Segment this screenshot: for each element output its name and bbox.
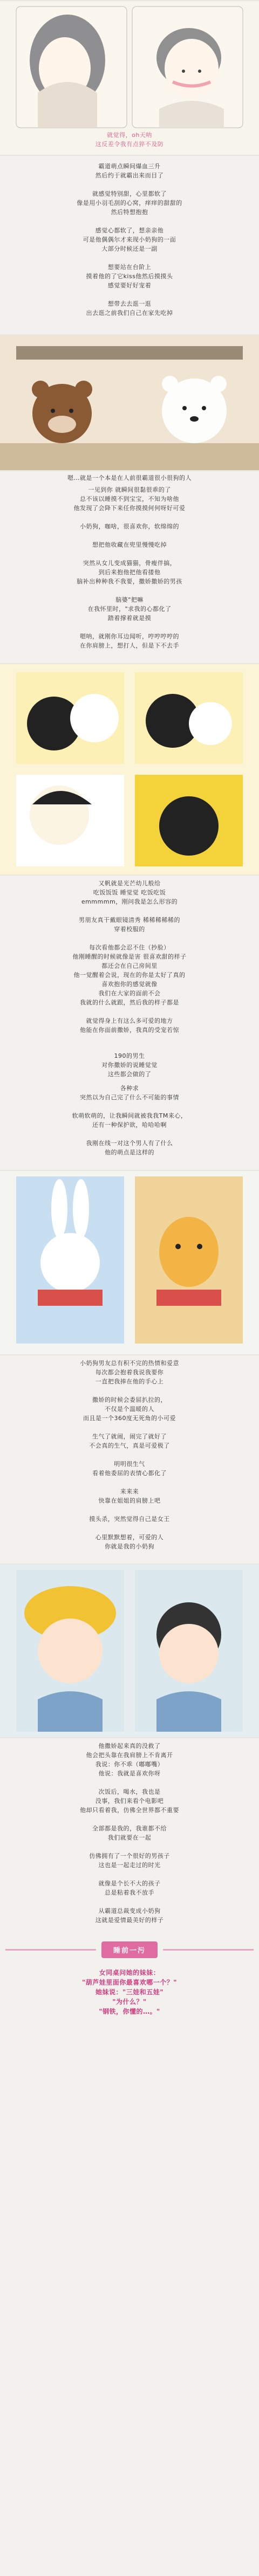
paragraph-line: 然后特想抱抱 bbox=[111, 209, 148, 216]
paragraph-line: 男朋友真干戴眼镜清秀 稀稀稀稀稀的 bbox=[79, 917, 180, 924]
paragraph-line: 他却只看着我，仿佛全世界都不重要 bbox=[80, 1807, 179, 1814]
paragraph-line: 想把他收藏在兜里慢慢吃掉 bbox=[92, 541, 167, 548]
paragraph-line: 心里默默想着，可爱的人 bbox=[95, 1534, 164, 1541]
paragraph-line: 这就是爱情最美好的样子 bbox=[95, 1917, 164, 1924]
paragraph-line bbox=[11, 1778, 248, 1787]
paragraph-line: 一直把我捧在他的手心上 bbox=[95, 1378, 164, 1385]
paragraph-line bbox=[11, 1897, 248, 1906]
paragraph-line bbox=[11, 934, 248, 943]
paragraph-line: 小奶狗男友总有积不完的热情和爱意 bbox=[80, 1360, 179, 1367]
paragraph-line bbox=[11, 1842, 248, 1851]
paragraph-line: emmmmm，刚问我是怎么形容的 bbox=[81, 898, 178, 905]
paragraph-line: 各种求 bbox=[120, 1085, 139, 1092]
paragraph-line bbox=[11, 1450, 248, 1459]
paragraph-line: 可是他偶偶尔才来现小奶狗的一面 bbox=[83, 236, 176, 243]
paragraph-line: 到后来抱他把他看搂他 bbox=[98, 569, 161, 576]
paragraph-line: 仿佛拥有了一个很好的男孩子 bbox=[89, 1852, 170, 1859]
paragraph-line: 就感觉特别甜，心里都软了 bbox=[92, 190, 167, 197]
paragraph-line: 我刚在线一对这个男人有了什么 bbox=[86, 1140, 173, 1147]
paragraph-line: 他撒娇起来真的没救了 bbox=[98, 1742, 161, 1750]
caption-line: 就觉得，oh天呐 bbox=[107, 132, 152, 139]
yellow-couple-illustration bbox=[0, 664, 259, 874]
paragraph-line: 嗯呐，就刚你耳边闻听，哼哼哼哼的 bbox=[80, 633, 179, 640]
paragraph-line bbox=[11, 531, 248, 540]
paragraph-line bbox=[11, 290, 248, 299]
paragraph-line: 在你肩膀上，想打人，但是下不去手 bbox=[80, 642, 179, 649]
paragraph-line: 快靠在姐姐的肩膀上吧 bbox=[98, 1497, 161, 1504]
story-line: 女同桌问她的妹妹： bbox=[99, 1969, 160, 1976]
paragraph-line: 他会把头靠在我肩膀上不肯离开 bbox=[86, 1752, 173, 1759]
paragraph-line: 我们在大家的面前不会 bbox=[98, 990, 161, 997]
panel-caption bbox=[11, 473, 248, 483]
comic-panel-bears bbox=[0, 334, 259, 471]
paragraph-line: 没事，我们来看个电影吧 bbox=[95, 1797, 164, 1804]
text-block-4 bbox=[11, 1084, 248, 1157]
paragraph-line: 就像是个长不大的孩子 bbox=[98, 1880, 161, 1887]
caption-line: 这反差令我有点猝不及防 bbox=[95, 141, 164, 148]
text-block-1 bbox=[11, 162, 248, 318]
paragraph-line: 他能在你面前撒娇，我真的受宠若惊 bbox=[80, 1027, 179, 1034]
paragraph-line: 想要站在台阶上 bbox=[107, 264, 152, 271]
paragraph-line: 每次看他都会忍不住（抄脸） bbox=[89, 944, 170, 951]
paragraph-line: 然后约于就霸出来而目了 bbox=[95, 172, 164, 179]
paragraph-line: 从霸道总裁变成小奶狗 bbox=[98, 1907, 161, 1914]
paragraph-line: 全部都是我的，我谁都不给 bbox=[92, 1825, 167, 1832]
paragraph-line bbox=[11, 253, 248, 263]
paragraph-line bbox=[11, 1505, 248, 1514]
paragraph-line bbox=[11, 623, 248, 632]
paragraph-line bbox=[11, 1815, 248, 1824]
story-line: "葫芦娃里面你最喜欢哪一个？" bbox=[81, 1979, 177, 1986]
paragraph-line bbox=[11, 1102, 248, 1111]
paragraph-line bbox=[11, 1478, 248, 1487]
paragraph-line: 吃饭饭饭 睡觉觉 吃饭吃饭 bbox=[93, 889, 166, 896]
paragraph-line: 一见到你 就瞬间很黏很乖的了 bbox=[88, 486, 171, 493]
paragraph-line bbox=[11, 549, 248, 559]
paragraph-line: 还有一种保护欲，哈哈哈啊 bbox=[92, 1121, 167, 1128]
caption-line: 190的男生 bbox=[114, 1052, 145, 1059]
paragraph-line: 软萌软萌的，让我瞬间就被我我TM来心， bbox=[72, 1112, 187, 1119]
paragraph-line bbox=[11, 1129, 248, 1139]
section-divider bbox=[0, 1941, 259, 1958]
paragraph-line: 感觉要好好宠着 bbox=[107, 282, 152, 289]
paragraph-line: 都还会在自己房间里 bbox=[101, 962, 158, 969]
paragraph-line bbox=[11, 906, 248, 915]
paragraph-line: 他一觉醒着会说，现在的你是太好了真的 bbox=[73, 972, 186, 979]
story-line: "为什么？" bbox=[112, 1998, 147, 2006]
paragraph-line: 他刚睡醒的时候就像是害 很喜欢甜的样子 bbox=[72, 953, 187, 960]
paragraph-line: 踏着撑着就是摸 bbox=[107, 615, 152, 622]
story-line: 她妹说："三娃和五娃" bbox=[95, 1988, 163, 1996]
paragraph-line bbox=[11, 1870, 248, 1879]
kids-illustration bbox=[0, 1565, 259, 1737]
paragraph-line bbox=[11, 586, 248, 595]
caption-line: 这些都会做的了 bbox=[107, 1071, 152, 1078]
paragraph-line bbox=[11, 513, 248, 522]
paragraph-line: 出去逛之前我们自己在家先吃掉 bbox=[86, 309, 173, 316]
panel-caption bbox=[11, 130, 248, 149]
paragraph-line bbox=[11, 217, 248, 226]
paragraph-line bbox=[11, 1423, 248, 1432]
comic-panel-kids bbox=[0, 1563, 259, 1738]
comic-panel-yellow bbox=[0, 663, 259, 876]
caption-line: 嗯…就是一个本是在人前很霸道很小很狗的人 bbox=[67, 474, 192, 481]
paragraph-line: 小奶狗，咖啥，很喜欢你，软绵绵的 bbox=[80, 523, 179, 530]
paragraph-line: 我说：你不乖（嘟嘟嘴） bbox=[95, 1761, 164, 1768]
paragraph-line bbox=[11, 1007, 248, 1016]
panel-caption bbox=[11, 1051, 248, 1079]
divider-line bbox=[163, 1949, 254, 1951]
paragraph-line: 你就是我的小奶狗 bbox=[105, 1543, 154, 1550]
text-block-5 bbox=[11, 1359, 248, 1551]
paragraph-line: 生气了就闹，闹完了就好了 bbox=[92, 1433, 167, 1440]
paragraph-line: 来来来 bbox=[120, 1488, 139, 1495]
paragraph-line: 每次都会抱着我说我要你 bbox=[95, 1369, 164, 1376]
paragraph-line bbox=[11, 1386, 248, 1395]
paragraph-line: 喜欢抱你的感觉就像 bbox=[101, 981, 158, 988]
paragraph-line: 摸头杀，突然觉得自己是女王 bbox=[89, 1516, 170, 1523]
bunny-giraffe-illustration bbox=[0, 1171, 259, 1354]
paragraph-line: 撒娇的时候会委屈扒拉的， bbox=[92, 1396, 167, 1403]
paragraph-line: 他说：我就是喜欢你呀 bbox=[98, 1770, 161, 1777]
paragraph-line: 不会真的生气，真是可爱极了 bbox=[89, 1442, 170, 1449]
paragraph-line: 总不该以睡摸不到宝宝，不知为啥他 bbox=[80, 495, 179, 502]
text-block-3 bbox=[11, 879, 248, 1035]
paragraph-line: 大部分时候还是一副 bbox=[101, 245, 158, 252]
bedtime-story bbox=[11, 1968, 248, 2016]
paragraph-line: 这也是一起走过的时光 bbox=[98, 1862, 161, 1869]
divider-line bbox=[5, 1949, 96, 1951]
paragraph-line bbox=[11, 1524, 248, 1533]
paragraph-line: 我们就要在一起 bbox=[107, 1834, 152, 1841]
paragraph-line: 穿着校服的 bbox=[114, 926, 145, 933]
paragraph-line: 不仅是个温暖的人 bbox=[105, 1406, 154, 1413]
paragraph-line: 而且是一个360度无死角的小可爱 bbox=[83, 1415, 176, 1422]
comic-panel-bunny-giraffe bbox=[0, 1170, 259, 1355]
paragraph-line: 明明很生气 bbox=[114, 1461, 145, 1468]
paragraph-line: 像是用小羽毛刮的心窝，痒痒的甜甜的 bbox=[77, 199, 182, 206]
paragraph-line: 脑婆"把嘛 bbox=[115, 596, 144, 603]
paragraph-line: 又帆就是光芒幼儿般给 bbox=[98, 880, 161, 887]
paragraph-line: 看着他委屈的表情心都化了 bbox=[92, 1470, 167, 1477]
paragraph-line: 摸着他的了它kiss他然后摸摸头 bbox=[86, 273, 173, 280]
text-block-6 bbox=[11, 1741, 248, 1925]
story-line: "钢铁，你懂的…。" bbox=[99, 2008, 160, 2015]
paragraph-line: 感觉心都软了，想亲亲他 bbox=[95, 227, 164, 234]
paragraph-line: 突然以为自己完了什么不可能的事情 bbox=[80, 1094, 179, 1101]
paragraph-line: 次饭后，喝水，我也是 bbox=[98, 1788, 161, 1795]
text-block-2 bbox=[11, 485, 248, 650]
paragraph-line: 他发现了会降下来任你摸摸何何呀好可爱 bbox=[73, 505, 186, 512]
comic-panel-couple bbox=[0, 0, 259, 156]
paragraph-line: 脑补出种种我不我要，撒娇撒娇的男孩 bbox=[77, 578, 182, 585]
paragraph-line: 想带去去逛一逛 bbox=[107, 300, 152, 307]
paragraph-line: 就觉得身上有这么多可爱的地方 bbox=[86, 1017, 173, 1024]
paragraph-line: 我就的什么就跟，然后我的样子都是 bbox=[80, 999, 179, 1006]
paragraph-line bbox=[11, 180, 248, 189]
bears-illustration bbox=[0, 335, 259, 470]
paragraph-line: 总是粘着我不放手 bbox=[105, 1889, 154, 1896]
caption-line: 对你撒娇的说睡觉觉 bbox=[101, 1062, 158, 1069]
paragraph-line: 在我怀里时，"求我的心都化了 bbox=[87, 605, 172, 612]
paragraph-line: 霸道萌点瞬间爆血三升 bbox=[98, 163, 161, 170]
divider-label: 睡前一污 bbox=[101, 1941, 158, 1958]
paragraph-line: 突然从女儿变成猫猫，骨瘦伴搞， bbox=[83, 560, 176, 567]
paragraph-line: 他的萌点是这样的 bbox=[105, 1149, 154, 1156]
